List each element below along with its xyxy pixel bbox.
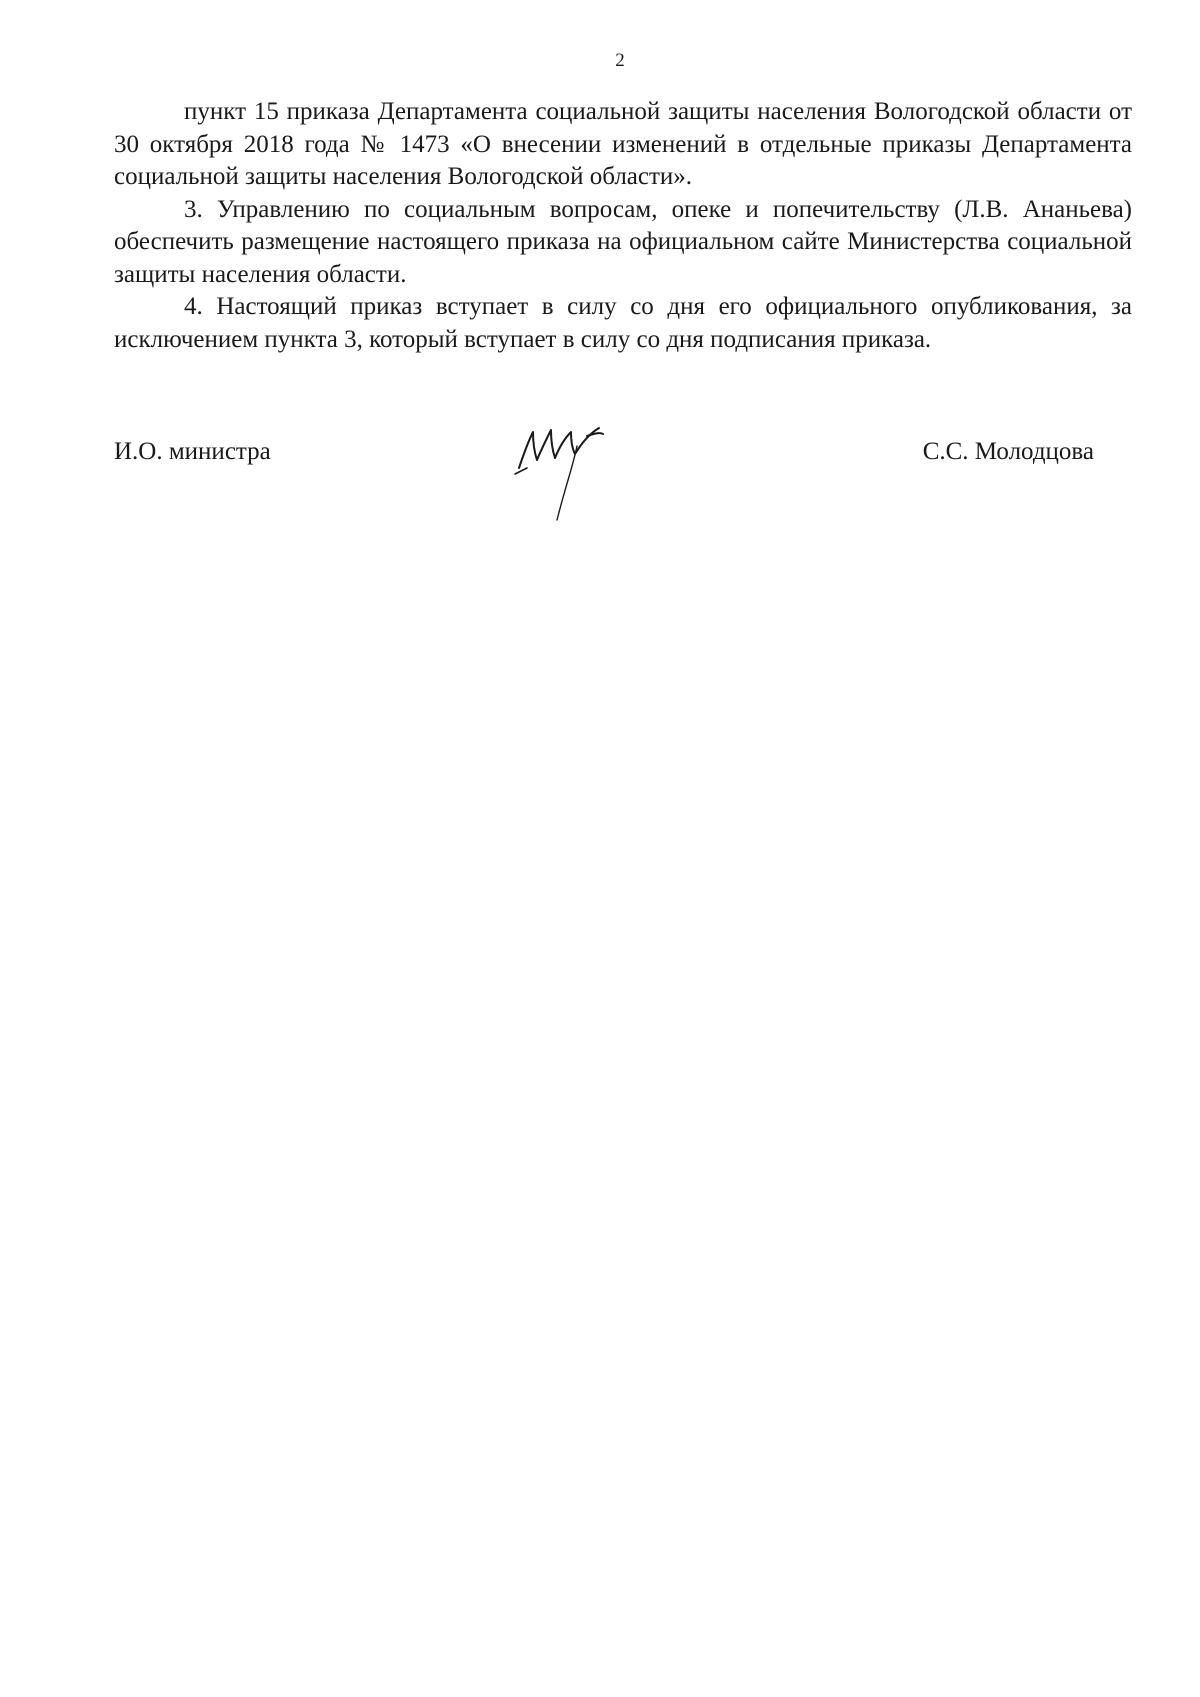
signatory-title: И.О. министра (114, 438, 271, 465)
document-body (114, 96, 1132, 356)
handwritten-signature (509, 426, 619, 526)
paragraph-item-4: 4. Настоящий приказ вступает в силу со дня его официального опубликования, за исключением пункта 3, который вступает в силу со дня подписания приказа. (114, 293, 1132, 353)
page-number: 2 (615, 50, 625, 71)
signature-block (114, 438, 1094, 538)
paragraph-continuation: пункт 15 приказа Департамента социальной защиты населения Вологодской области от 30 октября 2018 года № 1473 «О внесении изменений в отдельные приказы Департамента социальной защиты населения Вологодской области». (114, 98, 1132, 190)
paragraph-item-3: 3. Управлению по социальным вопросам, опеке и попечительству (Л.В. Ананьева) обеспечить размещение настоящего приказа на официальном сайте Министерства социальной защиты населения области. (114, 195, 1132, 288)
signatory-name: С.С. Молодцова (922, 438, 1094, 465)
